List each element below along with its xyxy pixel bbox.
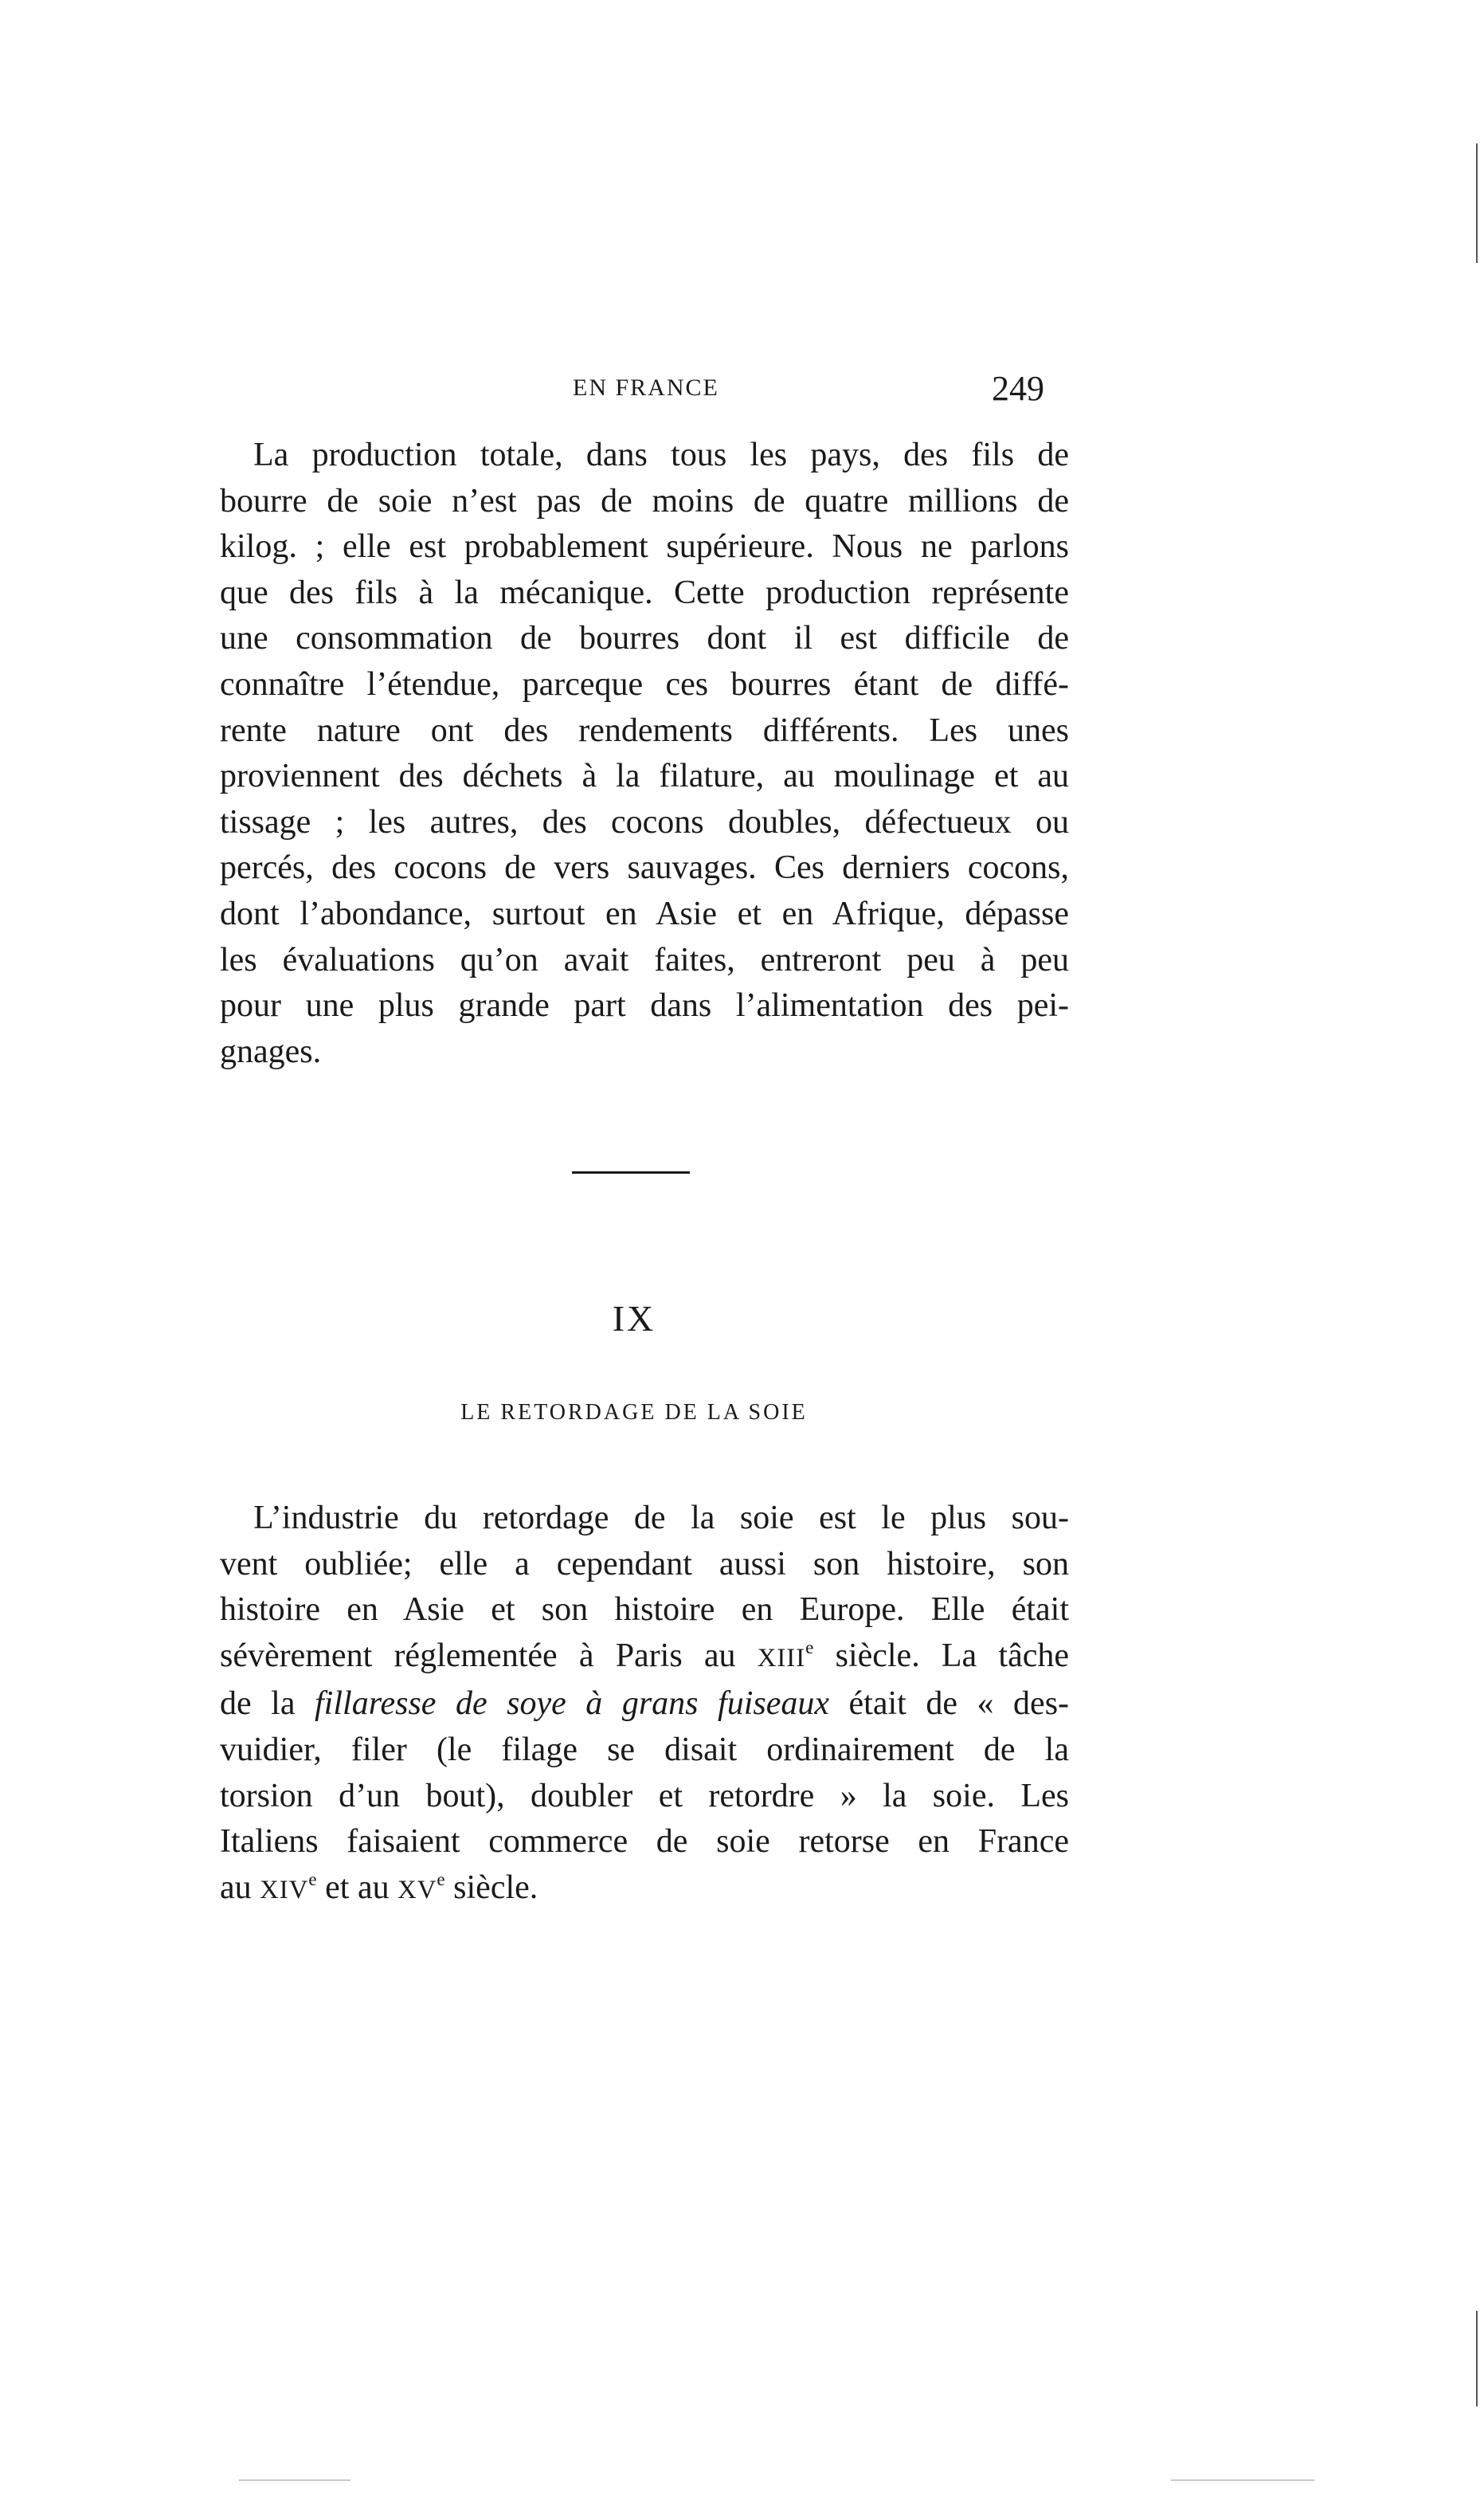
paragraph-retordage [220, 1496, 1069, 1913]
text-segment: était de « des- [829, 1685, 1070, 1723]
text-line: Italiens faisaient commerce de soie retorse en France [220, 1823, 1069, 1861]
scan-margin-line [1476, 2311, 1478, 2406]
text-segment: siècle. La tâche [813, 1637, 1069, 1674]
chapter-title: LE RETORDAGE DE LA SOIE [460, 1400, 808, 1425]
ordinal-superscript: e [308, 1868, 317, 1889]
text-segment: et au [316, 1869, 398, 1906]
text-line: histoire en Asie et son histoire en Europe. Elle était [220, 1591, 1069, 1629]
text-line: les évaluations qu’on avait faites, entreront peu à peu [220, 941, 1069, 978]
page-number: 249 [992, 369, 1044, 408]
text-line: connaître l’étendue, parceque ces bourres étant de diffé- [220, 665, 1069, 703]
text-line: tissage ; les autres, des cocons doubles, défectueux ou [220, 803, 1069, 841]
section-divider-rule [572, 1171, 690, 1174]
text-segment: sévèrement réglementée à Paris au [220, 1637, 758, 1674]
text-line: La production totale, dans tous les pays, des fils de [253, 437, 1069, 473]
italic-quotation: fillaresse de soye à grans fuiseaux [315, 1685, 830, 1723]
text-line: gnages. [220, 1033, 322, 1070]
scan-margin-line [1171, 2480, 1314, 2481]
chapter-number: IX [612, 1298, 656, 1339]
text-segment: au [220, 1869, 260, 1906]
running-head: EN FRANCE [573, 375, 719, 401]
scan-margin-line [1476, 143, 1478, 263]
ordinal-superscript: e [805, 1636, 814, 1657]
text-line [220, 1633, 1069, 1682]
century-numeral: XV [397, 1875, 437, 1904]
text-line: proviennent des déchets à la filature, au moulinage et au [220, 758, 1069, 795]
text-line: dont l’abondance, surtout en Asie et en Afrique, dépasse [220, 895, 1069, 932]
text-line: que des fils à la mécanique. Cette production représente [220, 574, 1069, 611]
ordinal-superscript: e [437, 1868, 445, 1889]
text-line: bourre de soie n’est pas de moins de quatre millions de [220, 482, 1069, 520]
text-line [220, 1681, 1069, 1728]
scan-margin-line [239, 2480, 350, 2481]
century-numeral: XIV [260, 1875, 309, 1904]
text-line: torsion d’un bout), doubler et retordre » la soie. Les [220, 1777, 1069, 1814]
text-line [220, 1865, 1069, 1914]
text-line: vuidier, filer (le filage se disait ordinairement de la [220, 1731, 1069, 1768]
text-line: pour une plus grande part dans l’alimentation des pei- [220, 987, 1069, 1025]
century-numeral: XIII [757, 1643, 806, 1673]
text-line: une consommation de bourres dont il est difficile de [220, 620, 1069, 657]
text-segment: de la [220, 1685, 315, 1723]
text-line: kilog. ; elle est probablement supérieure. Nous ne parlons [220, 528, 1069, 566]
text-line: rente nature ont des rendements différents. Les unes [220, 712, 1069, 749]
text-line: L’industrie du retordage de la soie est le plus sou- [253, 1500, 1069, 1536]
text-line: percés, des cocons de vers sauvages. Ces derniers cocons, [220, 849, 1069, 887]
text-line: vent oubliée; elle a cependant aussi son histoire, son [220, 1545, 1069, 1582]
paragraph-bourre-production [220, 433, 1069, 1075]
text-segment: siècle. [444, 1869, 538, 1906]
